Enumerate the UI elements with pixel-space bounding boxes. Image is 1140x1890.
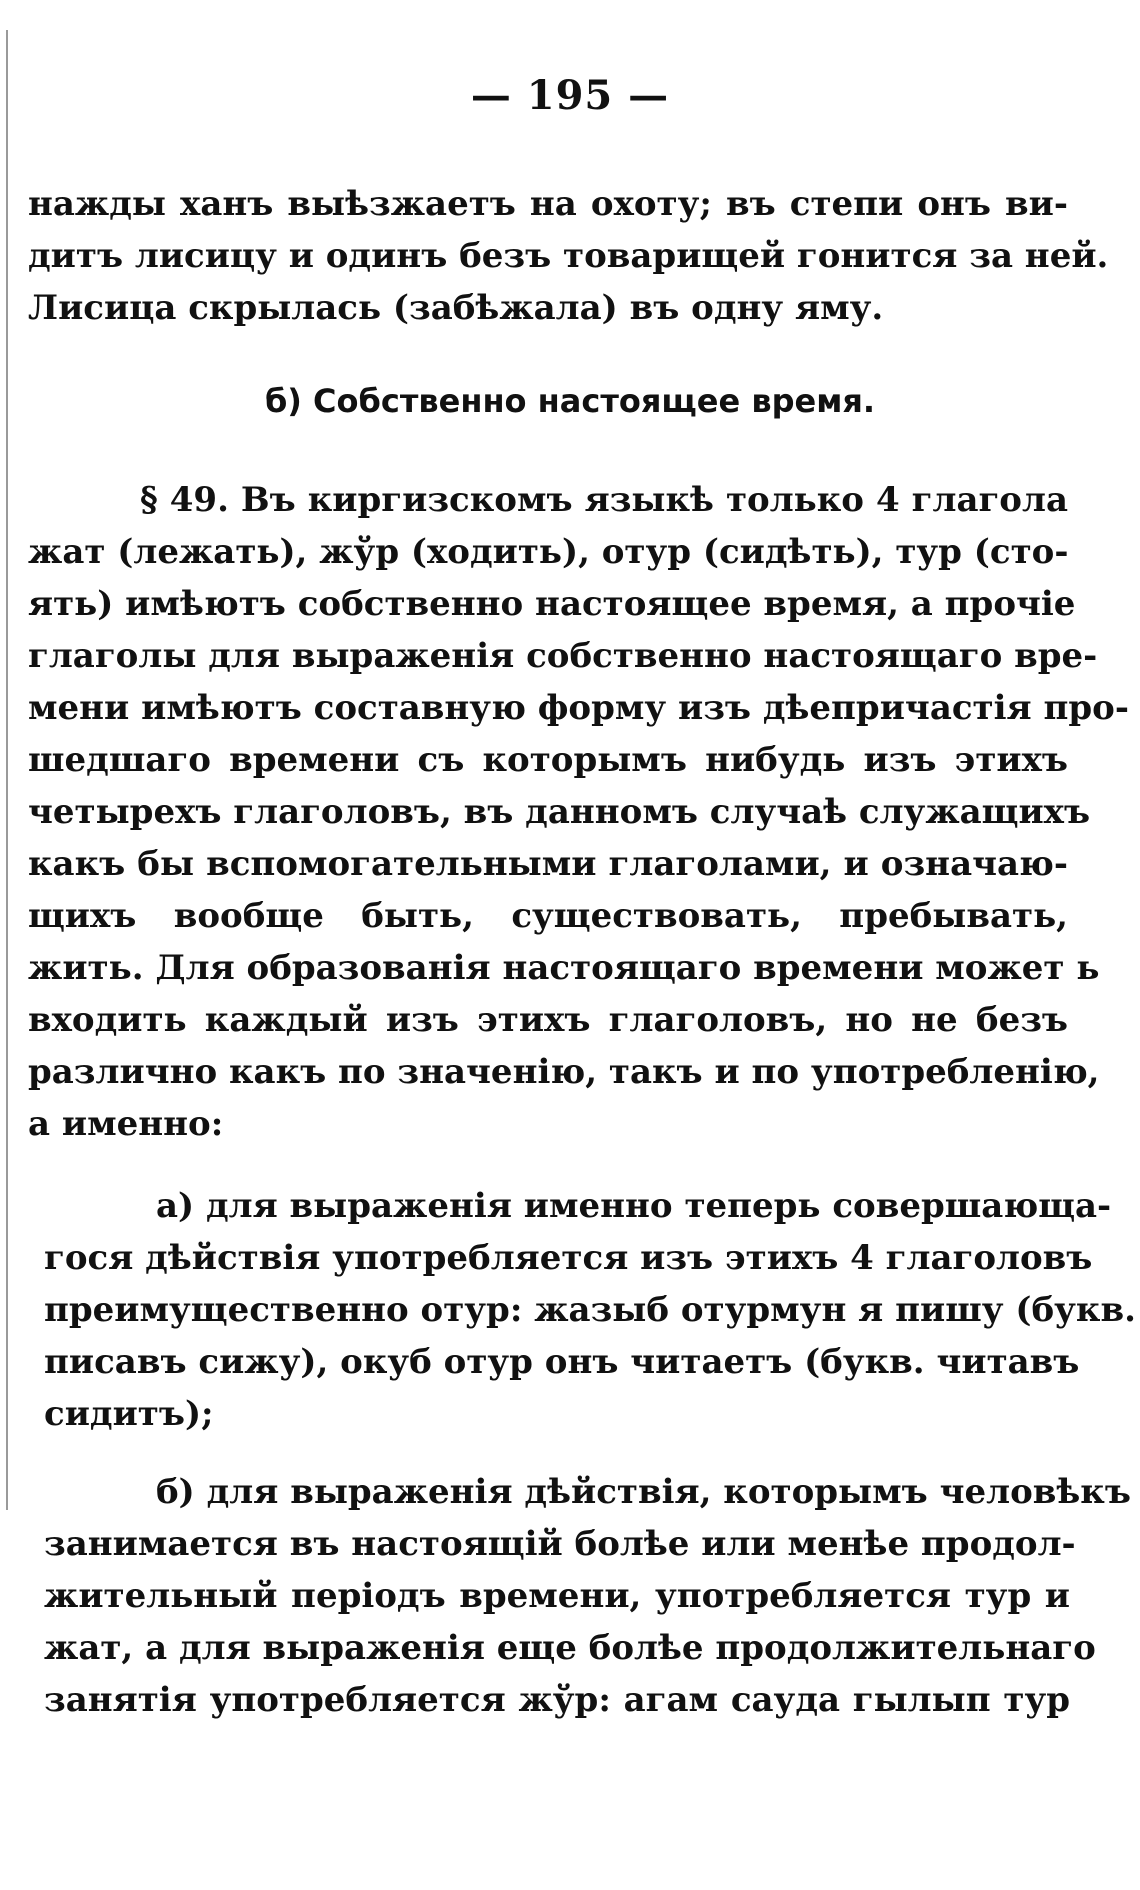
text-line: занимается въ настоящій болѣе или менѣе продол- (44, 1524, 1076, 1564)
text-line: занятія употребляется жўр: агам сауда гылып тур (44, 1680, 1070, 1720)
paragraph-a (44, 1180, 1136, 1440)
text-line: жат (лежать), жўр (ходить), отур (сидѣть), тур (сто- (28, 532, 1069, 572)
text-line: шедшаго времени съ которымъ нибудь изъ этихъ (28, 740, 1068, 780)
paragraph-49 (28, 474, 1129, 1150)
section-heading: б) Собственно настоящее время. (264, 382, 876, 420)
text-line: нажды ханъ выѣзжаетъ на охоту; въ степи онъ ви- (28, 184, 1068, 224)
text-line: жить. Для образованія настоящаго времени может ь (28, 948, 1100, 988)
text-line: щихъ вообще быть, существовать, пребывать, (28, 896, 1068, 936)
paragraph-b (44, 1466, 1131, 1726)
text-line: какъ бы вспомогательными глаголами, и означаю- (28, 844, 1068, 884)
text-line: различно какъ по значенію, такъ и по употребленію, (28, 1052, 1100, 1092)
text-line: а именно: (28, 1104, 224, 1144)
text-line: сидитъ); (44, 1394, 214, 1434)
text-line: входить каждый изъ этихъ глаголовъ, но не безъ (28, 1000, 1068, 1040)
page-edge-rule (6, 30, 8, 1510)
text-line: преимущественно отур: жазыб отурмун я пишу (букв. (44, 1290, 1136, 1330)
page-number: — 195 — (470, 72, 670, 119)
text-line: мени имѣютъ составную форму изъ дѣепричастія про- (28, 688, 1129, 728)
text-line: глаголы для выраженія собственно настоящаго вре- (28, 636, 1098, 676)
text-line: ять) имѣютъ собственно настоящее время, а прочіе (28, 584, 1076, 624)
text-line: а) для выраженія именно теперь совершающа- (156, 1186, 1112, 1226)
text-line: Лисица скрылась (забѣжала) въ одну яму. (28, 288, 884, 328)
text-line: жительный періодъ времени, употребляется тур и (44, 1576, 1070, 1616)
intro-paragraph (28, 178, 1109, 334)
text-line: писавъ сижу), окуб отур онъ читаетъ (букв. читавъ (44, 1342, 1080, 1382)
text-line: § 49. Въ киргизскомъ языкѣ только 4 глагола (140, 480, 1068, 520)
text-line: дитъ лисицу и одинъ безъ товарищей гонится за ней. (28, 236, 1109, 276)
text-line: четырехъ глаголовъ, въ данномъ случаѣ служащихъ (28, 792, 1091, 832)
text-line: б) для выраженія дѣйствія, которымъ человѣкъ (156, 1472, 1131, 1512)
text-line: гося дѣйствія употребляется изъ этихъ 4 глаголовъ (44, 1238, 1093, 1278)
text-line: жат, а для выраженія еще болѣе продолжительнаго (44, 1628, 1096, 1668)
